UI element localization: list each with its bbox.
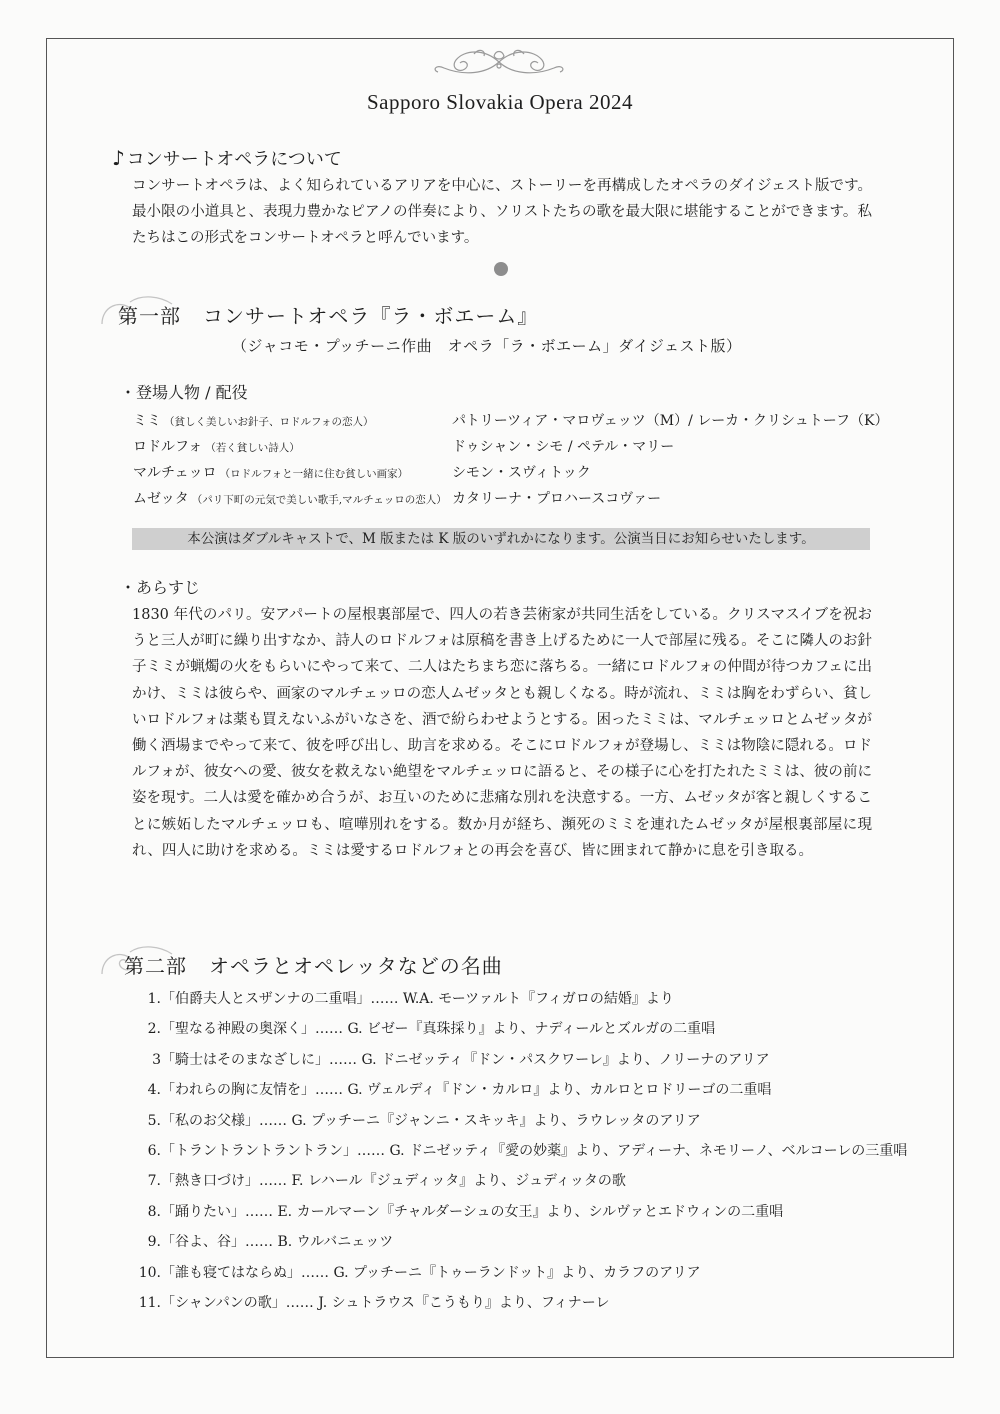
- cast-list: [133, 410, 933, 514]
- program-number: 3: [152, 1051, 161, 1068]
- part2-title: オペラとオペレッタなどの名曲: [209, 954, 503, 978]
- part1-subtitle: （ジャコモ・プッチーニ作曲 オペラ「ラ・ボエーム」ダイジェスト版）: [232, 337, 742, 355]
- page-title: Sapporo Slovakia Opera 2024: [366, 90, 634, 114]
- cast-singer: ドゥシャン・シモ / ペテル・マリー: [452, 439, 675, 455]
- double-cast-notice: 本公演はダブルキャストで、M 版または K 版のいずれかになります。公演当日にお知らせいたします。: [132, 528, 870, 550]
- cast-row: [133, 410, 933, 436]
- cast-role: [133, 410, 373, 430]
- role-name: ミミ: [133, 413, 161, 429]
- program-item: [133, 1140, 913, 1170]
- program-number: 1.: [147, 991, 161, 1007]
- about-paragraph: コンサートオペラは、よく知られているアリアを中心に、ストーリーを再構成したオペラのダイジェスト版です。最小限の小道具と、表現力豊かなピアノの伴奏により、ソリストたちの歌を最大限に堪能することができます。私たちはこの形式をコンサートオペラと呼んでいます。: [132, 178, 872, 246]
- cast-role: [133, 488, 447, 508]
- program-item: [133, 1018, 913, 1048]
- section-divider-dot: [494, 262, 508, 276]
- role-name: ムゼッタ: [133, 491, 189, 507]
- program-text: 「騎士はそのまなざしに」…… G. ドニゼッティ『ドン・パスクワーレ』より、ノリーナのアリア: [161, 1051, 770, 1068]
- program-number: 5.: [147, 1112, 161, 1129]
- part1-heading: [118, 300, 538, 329]
- program-number: 7.: [147, 1173, 161, 1190]
- role-description: （ロドルフォと一緒に住む貧しい画家）: [219, 468, 409, 480]
- program-number: 6.: [147, 1142, 161, 1159]
- program-item: [133, 1262, 913, 1292]
- program-item: [133, 1201, 913, 1231]
- cast-singer: シモン・スヴィトック: [452, 465, 591, 481]
- cast-row: [133, 462, 933, 488]
- program-text: 「谷よ、谷」…… B. ウルバニェッツ: [161, 1234, 394, 1251]
- program-item: [133, 988, 913, 1018]
- cast-role: [133, 436, 300, 456]
- cast-role: [133, 462, 408, 482]
- program-item: [133, 1231, 913, 1261]
- role-name: ロドルフォ: [133, 439, 203, 455]
- part1-title: コンサートオペラ『ラ・ボエーム』: [203, 304, 539, 328]
- program-number: 11.: [138, 1294, 161, 1311]
- role-description: （貧しく美しいお針子、ロドルフォの恋人）: [164, 416, 374, 428]
- part2-heading: [124, 950, 503, 979]
- role-description: （パリ下町の元気で美しい歌手,マルチェッロの恋人）: [191, 494, 447, 506]
- program-text: 「熱き口づけ」…… F. レハール『ジュディッタ』より、ジュディッタの歌: [161, 1173, 626, 1190]
- program-text: 「われらの胸に友情を」…… G. ヴェルディ『ドン・カルロ』より、カルロとロドリーゴの二重唱: [161, 1082, 772, 1099]
- cast-row: [133, 488, 933, 514]
- program-text: 「伯爵夫人とスザンナの二重唱」…… W.A. モーツァルト『フィガロの結婚』より: [161, 991, 674, 1007]
- about-heading: [112, 145, 342, 171]
- program-number: 9.: [147, 1234, 161, 1251]
- music-note-icon: ♪: [112, 146, 125, 170]
- program-number: 8.: [147, 1203, 161, 1220]
- program-text: 「聖なる神殿の奥深く」…… G. ビゼー『真珠採り』より、ナディールとズルガの二重唱: [161, 1021, 716, 1038]
- part1-label: 第一部: [118, 304, 181, 328]
- program-item: [133, 1292, 913, 1322]
- program-item: [133, 1110, 913, 1140]
- cast-singer: カタリーナ・プロハースコヴァー: [452, 491, 662, 507]
- program-text: 「踊りたい」…… E. カールマーン『チャルダーシュの女王』より、シルヴァとエドウィンの二重唱: [161, 1203, 784, 1220]
- program-text: 「私のお父様」…… G. プッチーニ『ジャンニ・スキッキ』より、ラウレッタのアリア: [161, 1112, 701, 1129]
- program-text: 「トラントラントラントラン」…… G. ドニゼッティ『愛の妙薬』より、アディーナ、ネモリーノ、ベルコーレの三重唱: [161, 1142, 908, 1159]
- program-list: [133, 988, 913, 1322]
- program-text: 「シャンパンの歌」…… J. シュトラウス『こうもり』より、フィナーレ: [161, 1294, 610, 1311]
- program-item: [133, 1079, 913, 1109]
- program-item: [133, 1049, 913, 1079]
- flourish-ornament-icon: [424, 44, 574, 80]
- role-description: （若く貧しい詩人）: [205, 442, 300, 454]
- cast-singer: パトリーツィア・マロヴェッツ（M）/ レーカ・クリシュトーフ（K）: [452, 413, 889, 429]
- program-number: 4.: [147, 1082, 161, 1099]
- program-text: 「誰も寝てはならぬ」…… G. プッチーニ『トゥーランドット』より、カラフのアリア: [161, 1264, 701, 1281]
- synopsis-paragraph: 1830 年代のパリ。安アパートの屋根裏部屋で、四人の若き芸術家が共同生活をしている。クリスマスイブを祝おうと三人が町に繰り出すなか、詩人のロドルフォは原稿を書き上げるために一人で部屋に残る。そこに隣人のお針子ミミが蝋燭の火をもらいにやって来て、二人はたちまち恋に落ちる。一緒にロドルフォの仲間が待つカフェに出かけ、ミミは彼らや、画家のマルチェッロの恋人ムゼッタとも親しくなる。時が流れ、ミミは胸をわずらい、貧しいロドルフォは薬も買えないふがいなさを、酒で紛らわせようとする。困ったミミは、マルチェッロとムゼッタが働く酒場までやって来て、彼を呼び出し、助言を求める。そこにロドルフォが登場し、ミミは物陰に隠れる。ロドルフォが、彼女への愛、彼女を救えない絶望をマルチェッロに語ると、その様子に心を打たれたミミは、彼の前に姿を現す。二人は愛を確かめ合うが、お互いのために悲痛な別れを決意する。一方、ムゼッタが客と親しくすることに嫉妬したマルチェッロも、喧嘩別れをする。数か月が経ち、瀕死のミミを連れたムゼッタが屋根裏部屋に現れ、四人に助けを求める。ミミは愛するロドルフォとの再会を喜び、皆に囲まれて静かに息を引き取る。: [132, 607, 872, 859]
- program-number: 10.: [138, 1264, 161, 1281]
- cast-heading: ・登場人物 / 配役: [120, 383, 248, 402]
- role-name: マルチェッロ: [133, 465, 217, 481]
- synopsis-heading: ・あらすじ: [120, 578, 201, 597]
- program-item: [133, 1170, 913, 1200]
- about-heading-text: コンサートオペラについて: [126, 149, 342, 170]
- cast-row: [133, 436, 933, 462]
- part2-label: 第二部: [124, 954, 187, 978]
- program-number: 2.: [147, 1021, 161, 1038]
